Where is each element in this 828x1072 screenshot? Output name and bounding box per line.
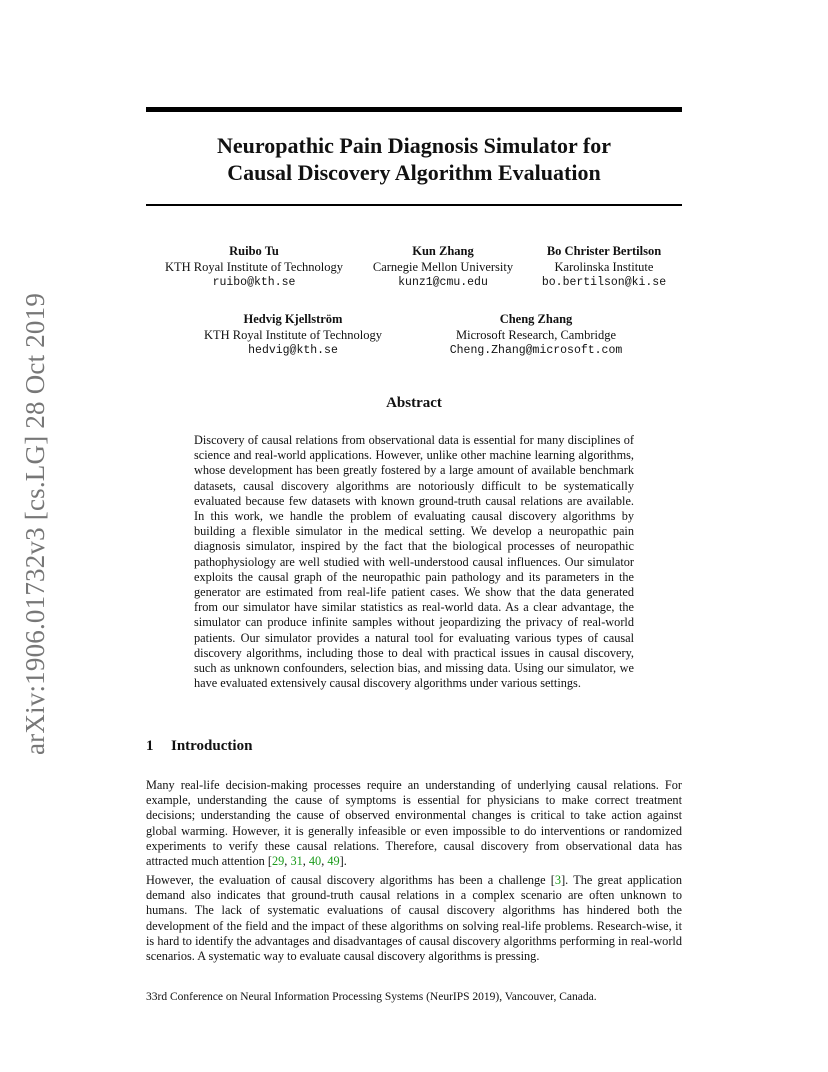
title-line-2: Causal Discovery Algorithm Evaluation [227, 160, 601, 185]
top-rule [146, 107, 682, 112]
author-block-3 [530, 244, 678, 291]
author-affiliation: KTH Royal Institute of Technology [203, 327, 383, 342]
author-email[interactable]: Cheng.Zhang@microsoft.com [449, 344, 623, 357]
author-email[interactable]: ruibo@kth.se [212, 276, 296, 289]
citation-link[interactable]: 29 [272, 854, 285, 869]
paper-title [146, 132, 682, 186]
title-bottom-rule [146, 204, 682, 206]
author-name: Bo Christer Bertilson [546, 244, 662, 258]
author-affiliation: Karolinska Institute [554, 259, 654, 274]
citation-link[interactable]: 31 [290, 854, 303, 869]
author-email[interactable]: bo.bertilson@ki.se [541, 276, 667, 289]
author-affiliation: KTH Royal Institute of Technology [164, 259, 344, 274]
abstract-text: Discovery of causal relations from observational data is essential for many disciplines of science and real-world applications. However, unlike other machine learning algorithms, whose development has been greatly fostered by a large amount of available benchmark datasets, causal discovery algorithms are notoriously difficult to be systematically evaluated because few datasets with known ground-truth causal relations are available. In this work, we handle the problem of evaluating causal discovery algorithms by building a flexible simulator in the medical setting. We develop a neuropathic pain diagnosis simulator, inspired by the fact that the biological processes of neuropathic pathophysiology are well studied with well-understood causal influences. Our simulator exploits the causal graph of the neuropathic pain pathology and its parameters in the generator are estimated from real-life patient cases. We show that the data generated from our simulator have similar statistics as real-world data. As a clear advantage, the simulator can produce infinite samples without jeopardizing the privacy of real-world patients. Our simulator provides a natural tool for evaluating various types of causal discovery algorithms, including those to deal with practical issues in causal discovery, such as unknown confounders, selection bias, and missing data. Using our simulator, we have evaluated extensively causal discovery algorithms under various settings. [194, 433, 634, 691]
intro-paragraph-1: Many real-life decision-making processes require an understanding of underlying causal relations. For example, understanding the cause of symptoms is essential for physicians to make correct treatment decisions; understanding the cause of observed environmental changes is critical to take action against global warming. However, it is generally infeasible or even impossible to do interventions or randomized experiments to verify these causal relations. Therefore, causal discovery from observational data has attracted much attention [29, 31, 40, 49]. [146, 778, 682, 869]
author-block-2 [360, 244, 526, 291]
author-block-1 [150, 244, 358, 291]
author-block-4 [190, 312, 396, 359]
author-email[interactable]: kunz1@cmu.edu [398, 276, 488, 289]
title-line-1: Neuropathic Pain Diagnosis Simulator for [217, 133, 611, 158]
author-name: Cheng Zhang [499, 312, 573, 326]
section-number: 1 [146, 738, 154, 754]
intro-paragraph-2: However, the evaluation of causal discovery algorithms has been a challenge [3]. The great application demand also indicates that ground-truth causal relations in a complex scenario are often unknown to humans. The lack of systematic evaluations of causal discovery algorithms has hindered both the development of the field and the impact of these algorithms on solving real-life problems. Research-wise, it is hard to identify the advantages and disadvantages of causal discovery algorithms performing in real-world scenarios. A systematic way to evaluate causal discovery algorithms is pressing. [146, 873, 682, 964]
citation-link[interactable]: 40 [308, 854, 322, 869]
citation-link[interactable]: 49 [327, 854, 340, 869]
section-heading [146, 738, 252, 755]
section-title: Introduction [171, 738, 253, 754]
author-name: Kun Zhang [412, 244, 474, 258]
author-email[interactable]: hedvig@kth.se [248, 344, 338, 357]
author-affiliation: Carnegie Mellon University [372, 259, 514, 274]
arxiv-stamp: arXiv:1906.01732v3 [cs.LG] 28 Oct 2019 [20, 292, 50, 755]
citation-link[interactable]: 3 [554, 873, 562, 887]
author-affiliation: Microsoft Research, Cambridge [455, 327, 617, 342]
author-name: Ruibo Tu [229, 244, 279, 258]
author-block-5 [430, 312, 642, 359]
abstract-heading: Abstract [386, 395, 442, 411]
conference-footnote: 33rd Conference on Neural Information Processing Systems (NeurIPS 2019), Vancouver, Canada. [146, 991, 597, 1003]
author-name: Hedvig Kjellström [243, 312, 343, 326]
